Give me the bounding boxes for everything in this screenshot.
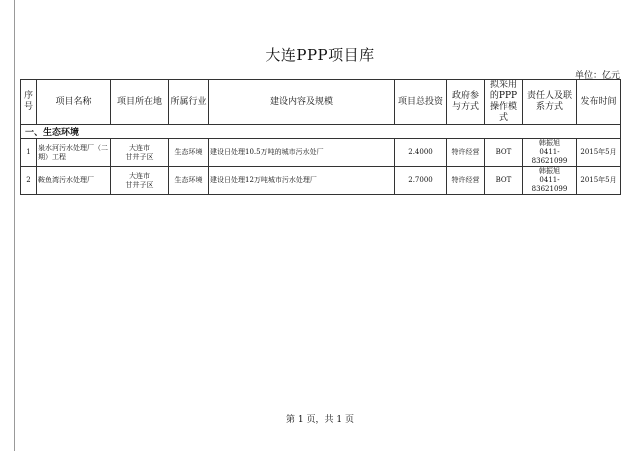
table-row bbox=[21, 167, 621, 195]
header-investment: 项目总投资 bbox=[395, 80, 447, 125]
cell-gov-mode: 特许经营 bbox=[447, 167, 485, 195]
cell-location bbox=[111, 139, 169, 167]
cell-investment: 2.4000 bbox=[395, 139, 447, 167]
cell-no: 2 bbox=[21, 167, 37, 195]
header-gov-mode: 政府参与方式 bbox=[447, 80, 485, 125]
cell-location-city: 大连市 bbox=[129, 171, 150, 180]
header-industry: 所属行业 bbox=[169, 80, 209, 125]
cell-content: 建设日处理10.5万吨的城市污水处厂 bbox=[209, 139, 395, 167]
cell-industry: 生态环境 bbox=[169, 139, 209, 167]
header-location: 项目所在地 bbox=[111, 80, 169, 125]
cell-location bbox=[111, 167, 169, 195]
cell-name: 鞍鱼湾污水处理厂 bbox=[37, 167, 111, 195]
header-ppp-mode: 拟采用的PPP操作模式 bbox=[485, 80, 523, 125]
page-title: 大连PPP项目库 bbox=[265, 46, 375, 64]
project-table bbox=[20, 79, 621, 195]
table-row bbox=[21, 139, 621, 167]
page-footer: 第 1 页，共 1 页 bbox=[286, 415, 354, 425]
header-no: 序号 bbox=[21, 80, 37, 125]
cell-contact bbox=[523, 167, 577, 195]
header-name: 项目名称 bbox=[37, 80, 111, 125]
cell-content: 建设日处理12万吨城市污水处理厂 bbox=[209, 167, 395, 195]
cell-location-district: 甘井子区 bbox=[125, 180, 154, 189]
header-content: 建设内容及规模 bbox=[209, 80, 395, 125]
page-left-border bbox=[14, 0, 15, 451]
table-header-row bbox=[21, 80, 621, 125]
cell-contact-phone: 0411-83621099 bbox=[531, 148, 568, 165]
cell-contact-name: 韩振旭 bbox=[539, 139, 560, 147]
cell-date: 2015年5月 bbox=[577, 139, 621, 167]
cell-ppp-mode: BOT bbox=[485, 139, 523, 167]
cell-location-district: 甘井子区 bbox=[125, 152, 154, 161]
cell-contact-name: 韩振旭 bbox=[539, 167, 560, 175]
cell-no: 1 bbox=[21, 139, 37, 167]
cell-industry: 生态环境 bbox=[169, 167, 209, 195]
cell-gov-mode: 特许经营 bbox=[447, 139, 485, 167]
header-date: 发布时间 bbox=[577, 80, 621, 125]
section-label: 一、生态环境 bbox=[21, 125, 621, 139]
header-contact: 责任人及联系方式 bbox=[523, 80, 577, 125]
cell-contact bbox=[523, 139, 577, 167]
cell-contact-phone: 0411-83621099 bbox=[531, 176, 568, 193]
cell-name: 泉水河污水处理厂（二期）工程 bbox=[37, 139, 111, 167]
section-row bbox=[21, 125, 621, 139]
cell-location-city: 大连市 bbox=[129, 143, 150, 152]
cell-date: 2015年5月 bbox=[577, 167, 621, 195]
cell-investment: 2.7000 bbox=[395, 167, 447, 195]
cell-ppp-mode: BOT bbox=[485, 167, 523, 195]
unit-label: 单位：亿元 bbox=[574, 71, 620, 81]
